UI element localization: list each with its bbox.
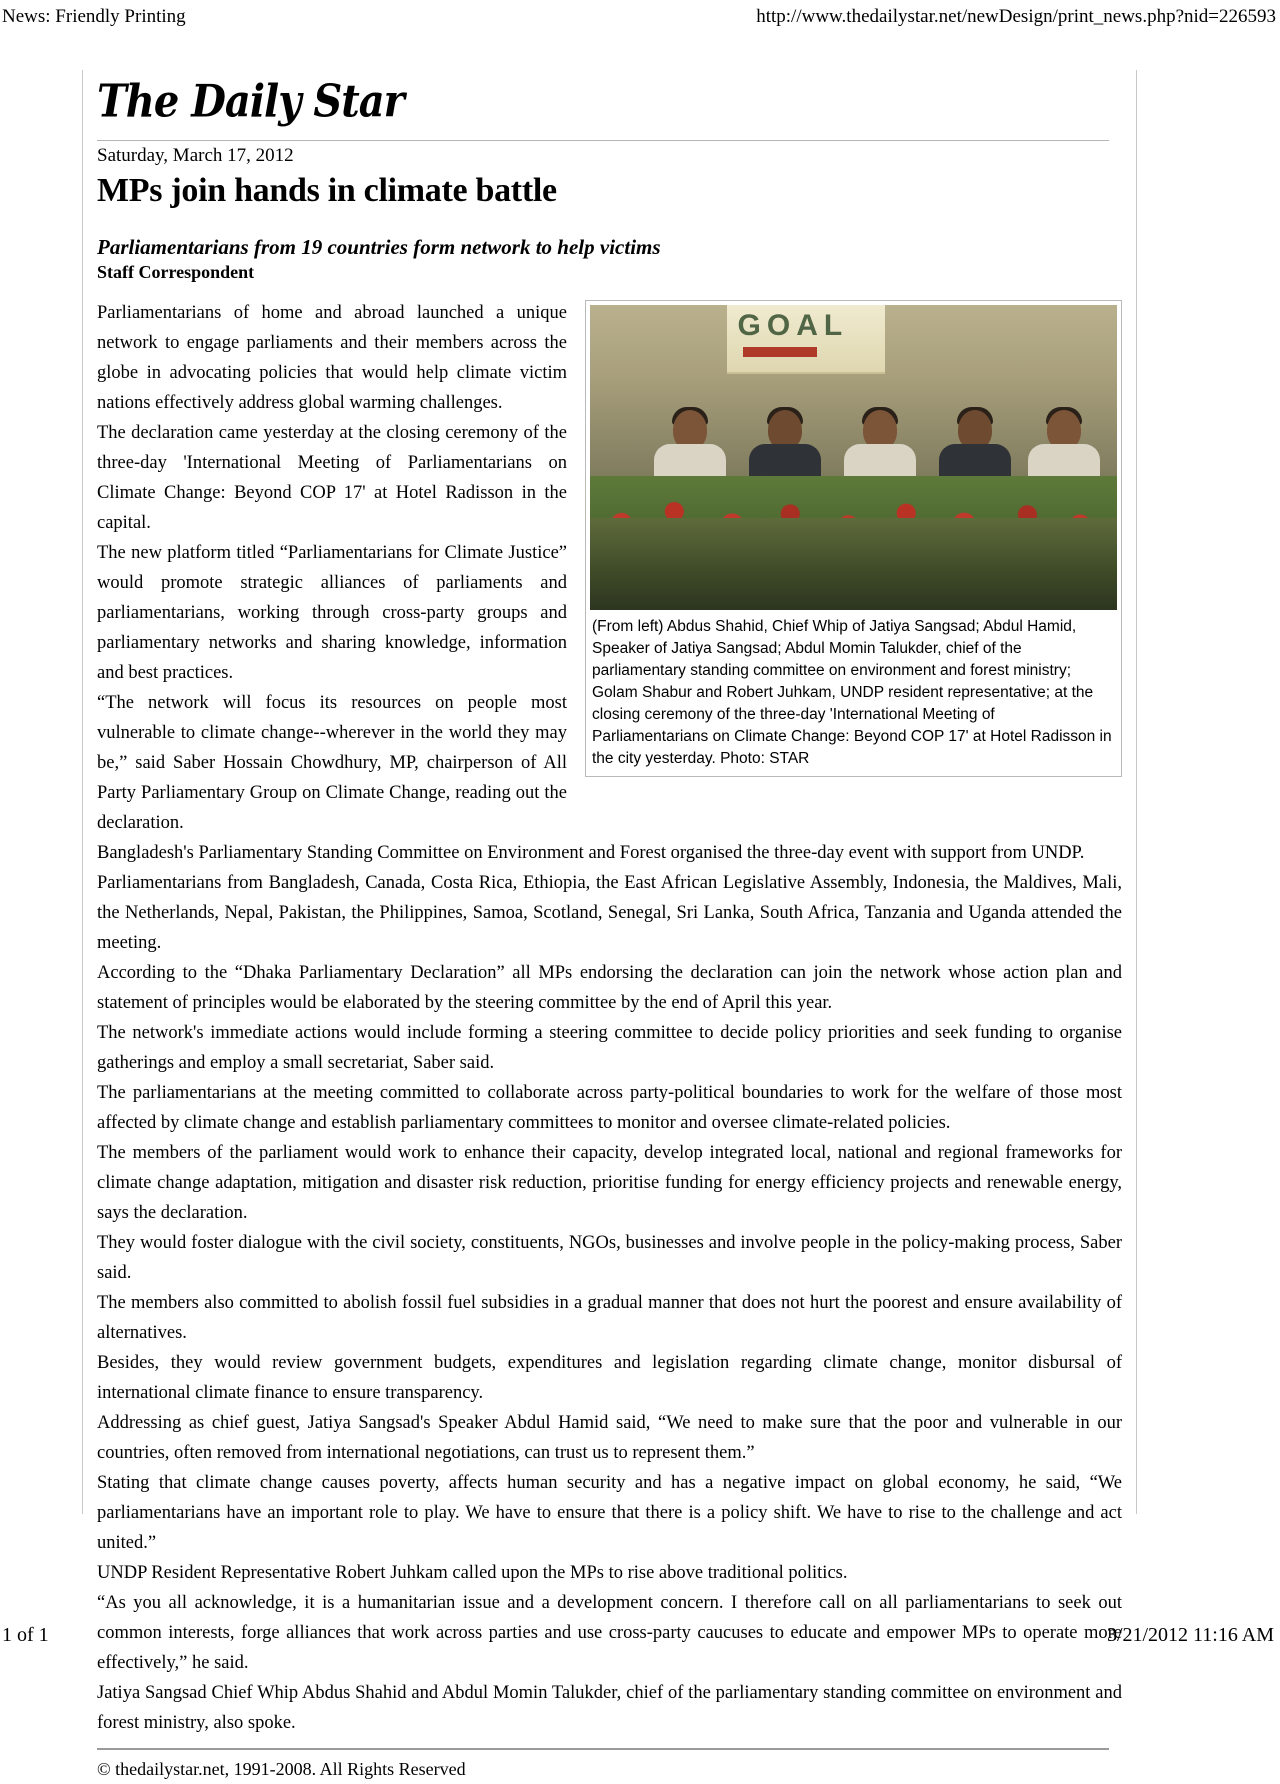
article-paragraph: The members also committed to abolish fossil fuel subsidies in a gradual manner that does not hurt the poorest and ensure availability of alternatives. [97, 1292, 1122, 1343]
article-paragraph: Jatiya Sangsad Chief Whip Abdus Shahid and Abdul Momin Talukder, chief of the parliamentary standing committee on environment and forest ministry, also spoke. [97, 1682, 1122, 1733]
masthead [97, 70, 1122, 136]
article-paragraph: “The network will focus its resources on people most vulnerable to climate change--wherever in the world they may be,” said Saber Hossain Chowdhury, MP, chairperson of All Party Parliamentary Group on Climate Change, reading out the declaration. [97, 692, 567, 833]
print-timestamp: 3/21/2012 11:16 AM [1106, 1624, 1274, 1646]
article-paragraph: “As you all acknowledge, it is a humanitarian issue and a development concern. I therefore call on all parliamentarians to seek out common interests, forge alliances that work across parties and use cross-party caucuses to educate and empower MPs to operate more effectively,” he said. [97, 1592, 1122, 1673]
publication-date: Saturday, March 17, 2012 [97, 145, 294, 166]
copyright-notice: © thedailystar.net, 1991-2008. All Rights Reserved [97, 1758, 466, 1779]
article-paragraph: The parliamentarians at the meeting committed to collaborate across party-political boundaries to work for the welfare of those most affected by climate change and establish parliamentary committees to monitor and oversee climate-related policies. [97, 1082, 1122, 1133]
printed-page-sheet [82, 70, 1137, 1779]
article-paragraph: The declaration came yesterday at the closing ceremony of the three-day 'International Meeting of Parliamentarians on Climate Change: Beyond COP 17' at Hotel Radisson in the capital. [97, 422, 567, 533]
article-figure [585, 300, 1122, 777]
print-footer [0, 1622, 1280, 1648]
article-paragraph: Bangladesh's Parliamentary Standing Committee on Environment and Forest organised the three-day event with support from UNDP. [97, 842, 1085, 863]
article-paragraph: UNDP Resident Representative Robert Juhkam called upon the MPs to rise above traditional politics. [97, 1562, 848, 1583]
article-paragraph: The members of the parliament would work to enhance their capacity, develop integrated local, national and regional frameworks for climate change adaptation, mitigation and disaster risk reduction, prioritise funding for energy efficiency projects and renewable energy, says the declaration. [97, 1142, 1122, 1223]
article-paragraph: Addressing as chief guest, Jatiya Sangsad's Speaker Abdul Hamid said, “We need to make sure that the poor and vulnerable in our countries, often removed from international negotiations, can trust us to represent them.” [97, 1412, 1122, 1463]
print-header-url: http://www.thedailystar.net/newDesign/print_news.php?nid=226593 [756, 6, 1276, 27]
page-number: 1 of 1 [2, 1624, 49, 1646]
photo-caption: (From left) Abdus Shahid, Chief Whip of Jatiya Sangsad; Abdul Hamid, Speaker of Jatiya Sangsad; Abdul Momin Talukder, chief of the parliamentary standing committee on environment and forest ministry; Golam Shabur and Robert Juhkam, UNDP resident representative; at the closing ceremony of the three-day 'International Meeting of Parliamentarians on Climate Change: Beyond COP 17' at Hotel Radisson in the city yesterday. Photo: STAR [592, 617, 1112, 767]
article-paragraph: Parliamentarians of home and abroad launched a unique network to engage parliaments and their members across the globe in advocating policies that would help climate victim nations effectively address global warming challenges. [97, 302, 567, 413]
article-byline: Staff Correspondent [97, 261, 255, 282]
page-title: MPs join hands in climate battle [97, 172, 557, 209]
article-paragraph: Parliamentarians from Bangladesh, Canada, Costa Rica, Ethiopia, the East African Legislative Assembly, Indonesia, the Maldives, Mali, the Netherlands, Nepal, Pakistan, the Philippines, Samoa, Scotland, Senegal, Sri Lanka, South Africa, Tanzania and Uganda attended the meeting. [97, 872, 1122, 953]
photo-banner-text: GOAL [737, 308, 849, 342]
photo-banner-bar [743, 347, 817, 357]
print-header [0, 4, 1280, 30]
photo-table [590, 518, 1117, 610]
article-paragraph: Stating that climate change causes poverty, affects human security and has a negative impact on global economy, he said, “We parliamentarians have an important role to play. We have to ensure that there is a policy shift. We have to rise to the challenge and act united.” [97, 1472, 1122, 1553]
article-paragraph: The new platform titled “Parliamentarians for Climate Justice” would promote strategic alliances of parliaments and parliamentarians, working through cross-party groups and parliamentary networks and sharing knowledge, information and best practices. [97, 542, 567, 683]
article-body [97, 298, 1122, 1738]
article-subhead: Parliamentarians from 19 countries form network to help victims [97, 234, 661, 259]
article-paragraph: The network's immediate actions would include forming a steering committee to decide policy priorities and seek funding to organise gatherings and employ a small secretariat, Saber said. [97, 1022, 1122, 1073]
article-paragraph: They would foster dialogue with the civil society, constituents, NGOs, businesses and involve people in the policy-making process, Saber said. [97, 1232, 1122, 1283]
article-paragraph: Besides, they would review government budgets, expenditures and legislation regarding climate change, monitor disbursal of international climate finance to ensure transparency. [97, 1352, 1122, 1403]
daily-star-logo: The Daily Star [97, 75, 404, 128]
article-paragraph: According to the “Dhaka Parliamentary Declaration” all MPs endorsing the declaration can join the network whose action plan and statement of principles would be elaborated by the steering committee by the end of April this year. [97, 962, 1122, 1013]
print-header-title: News: Friendly Printing [2, 6, 186, 27]
article-photo [590, 305, 1117, 610]
